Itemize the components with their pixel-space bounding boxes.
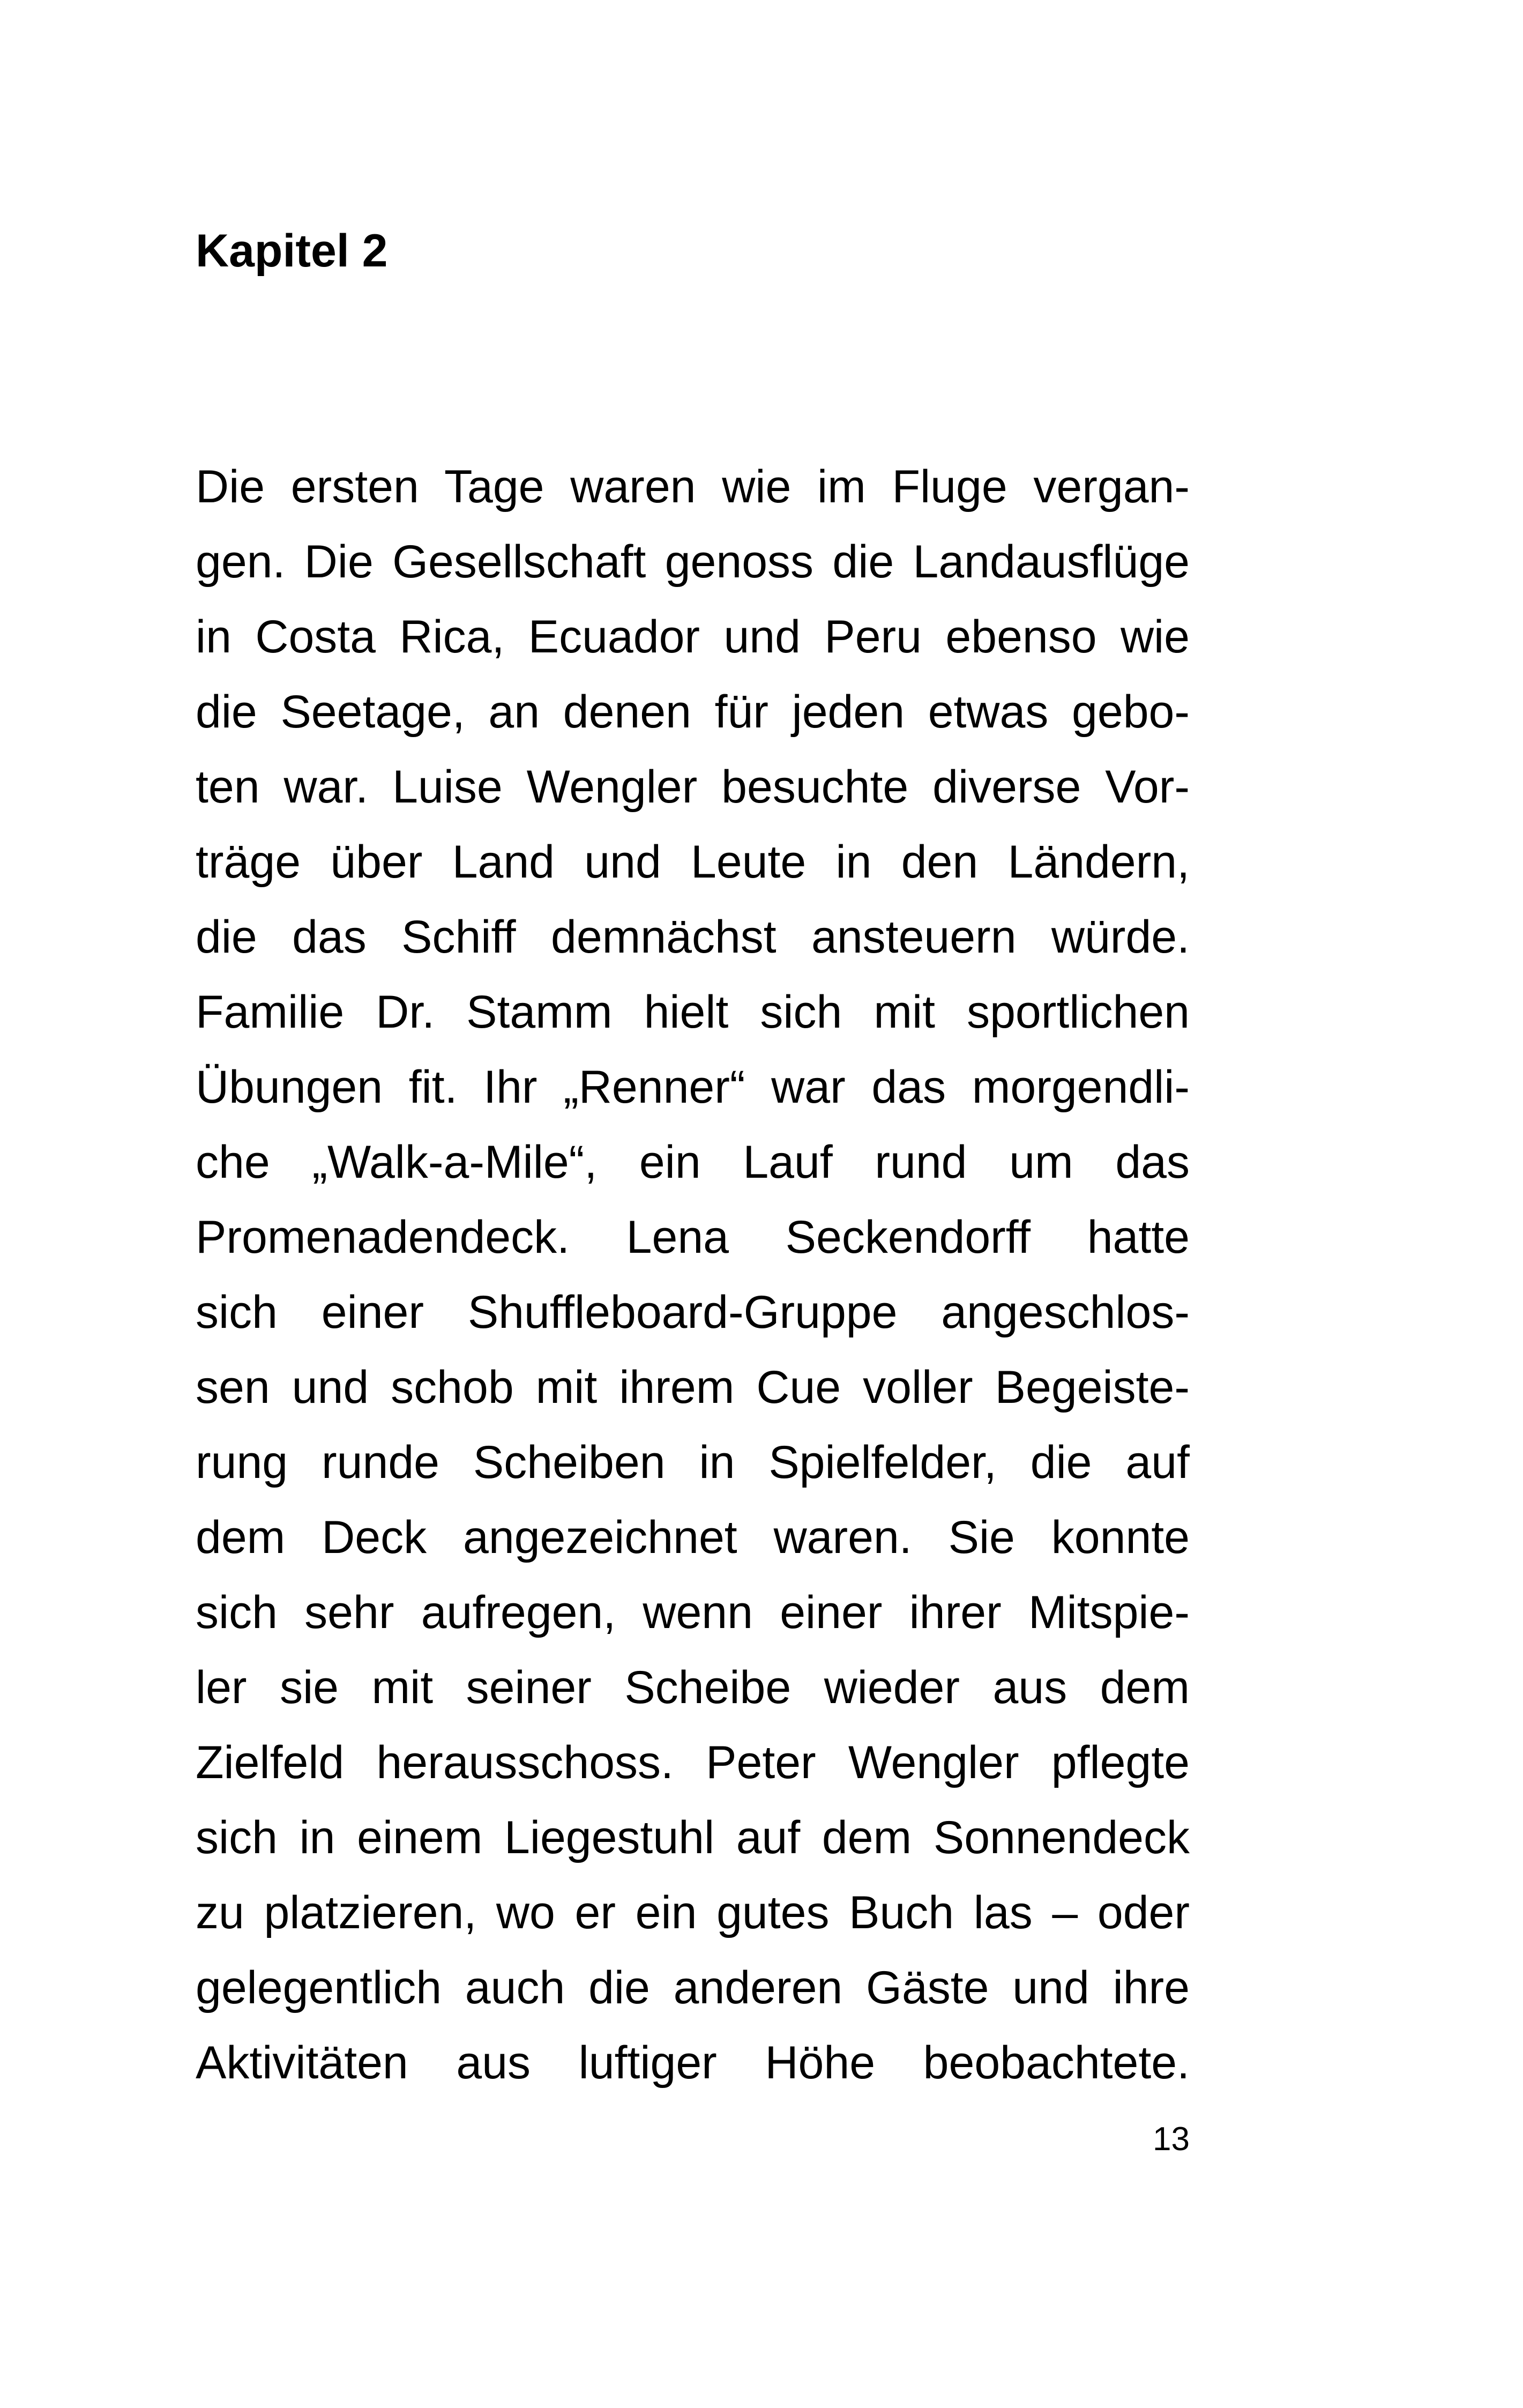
text-line: sich in einem Liegestuhl auf dem Sonnendeck — [196, 1812, 1190, 1863]
page-number: 13 — [1153, 2121, 1190, 2158]
text-line: Übungen fit. Ihr „Renner“ war das morgendli- — [196, 1061, 1190, 1113]
text-line: che „Walk-a-Mile“, ein Lauf rund um das — [196, 1136, 1190, 1188]
chapter-title: Kapitel 2 — [196, 225, 388, 277]
text-line: sich sehr aufregen, wenn einer ihrer Mitspie- — [196, 1587, 1190, 1638]
text-line: in Costa Rica, Ecuador und Peru ebenso wie — [196, 611, 1190, 663]
text-line: sich einer Shuffleboard-Gruppe angeschlos- — [196, 1287, 1190, 1338]
text-line: Zielfeld herausschoss. Peter Wengler pflegte — [196, 1737, 1190, 1788]
text-line: sen und schob mit ihrem Cue voller Begeiste- — [196, 1362, 1190, 1413]
text-line: Aktivitäten aus luftiger Höhe beobachtete. — [196, 2037, 1190, 2089]
text-line: gen. Die Gesellschaft genoss die Landausflüge — [196, 536, 1190, 588]
body-text — [196, 449, 1190, 2100]
text-line: die Seetage, an denen für jeden etwas gebo- — [196, 686, 1190, 738]
text-line: Die ersten Tage waren wie im Fluge vergan- — [196, 461, 1190, 512]
text-line: zu platzieren, wo er ein gutes Buch las – oder — [196, 1887, 1190, 1938]
text-line: die das Schiff demnächst ansteuern würde. — [196, 911, 1190, 963]
text-line: träge über Land und Leute in den Ländern, — [196, 836, 1190, 888]
text-line: dem Deck angezeichnet waren. Sie konnte — [196, 1512, 1190, 1563]
text-line: rung runde Scheiben in Spielfelder, die auf — [196, 1437, 1190, 1488]
text-line: gelegentlich auch die anderen Gäste und ihre — [196, 1962, 1190, 2013]
text-line: Promenadendeck. Lena Seckendorff hatte — [196, 1212, 1190, 1263]
text-line: Familie Dr. Stamm hielt sich mit sportlichen — [196, 986, 1190, 1038]
text-line: ten war. Luise Wengler besuchte diverse Vor- — [196, 761, 1190, 813]
text-line: ler sie mit seiner Scheibe wieder aus dem — [196, 1662, 1190, 1713]
